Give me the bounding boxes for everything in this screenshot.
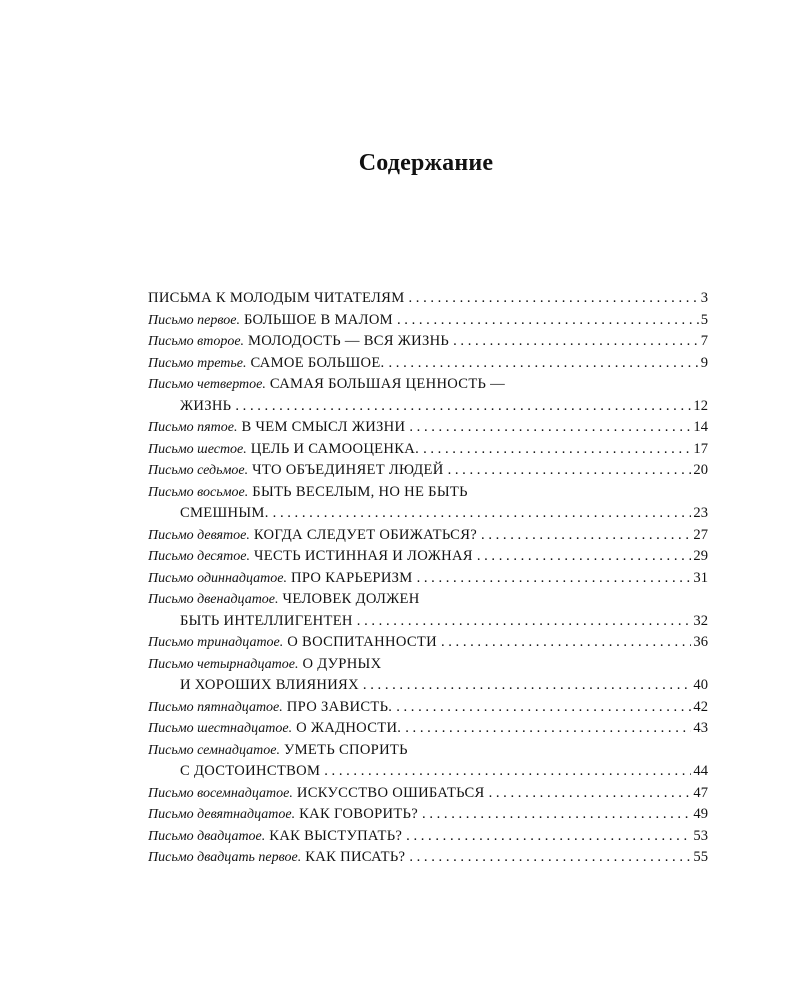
- toc-entry[interactable]: [148, 611, 708, 633]
- toc-entry-title: ЖИЗНЬ: [180, 397, 232, 414]
- toc-entry[interactable]: [148, 503, 708, 525]
- toc-entry-page-number: 55: [693, 849, 708, 865]
- toc-entry[interactable]: [148, 439, 708, 461]
- dot-leader: [401, 718, 691, 740]
- toc-entry-page-number: 53: [693, 827, 708, 844]
- toc-entry[interactable]: [148, 740, 708, 762]
- toc-entry-page-number: 7: [700, 333, 708, 349]
- toc-entry-letter-number: Письмо четырнадцатое.: [148, 656, 299, 672]
- toc-entry-page-number: 32: [693, 612, 708, 629]
- toc-entry-title: САМАЯ БОЛЬШАЯ ЦЕННОСТЬ —: [269, 376, 506, 392]
- toc-entry-letter-number: Письмо первое.: [148, 312, 240, 328]
- toc-entry-page-number: 20: [693, 462, 708, 478]
- toc-entry-page-number: 43: [693, 720, 708, 736]
- toc-entry-letter-number: Письмо восемнадцатое.: [148, 785, 293, 801]
- dot-leader: [444, 460, 692, 482]
- toc-entry[interactable]: [148, 804, 708, 826]
- toc-entry-title: БЫТЬ ВЕСЕЛЫМ, НО НЕ БЫТЬ: [252, 483, 468, 500]
- toc-entry-letter-number: Письмо десятое.: [148, 549, 250, 564]
- toc-entry-page-number: 44: [693, 763, 708, 779]
- toc-entry-letter-number: Письмо второе.: [148, 334, 245, 349]
- toc-entry[interactable]: [148, 288, 708, 310]
- toc-entry-letter-number: Письмо седьмое.: [148, 463, 249, 478]
- toc-entry-page-number: 5: [700, 311, 708, 328]
- dot-leader: [405, 847, 691, 869]
- dot-leader: [405, 417, 691, 439]
- toc-entry-title: САМОЕ БОЛЬШОЕ.: [250, 354, 385, 371]
- dot-leader: [418, 804, 691, 826]
- toc-entry-page-number: 17: [693, 440, 708, 457]
- toc-entry-letter-number: Письмо девятое.: [148, 527, 250, 543]
- toc-entry-page-number: 40: [693, 677, 708, 693]
- toc-entry-page-number: 47: [693, 784, 708, 801]
- dot-leader: [477, 525, 691, 547]
- page-title: Содержание: [358, 150, 494, 176]
- toc-entry[interactable]: [148, 310, 708, 332]
- toc-entry[interactable]: [148, 460, 708, 482]
- toc-entry[interactable]: [148, 568, 708, 590]
- toc-entry-title: ПИСЬМА К МОЛОДЫМ ЧИТАТЕЛЯМ: [148, 290, 405, 306]
- toc-entry-page-number: 27: [693, 526, 708, 543]
- dot-leader: [353, 611, 692, 633]
- toc-entry-letter-number: Письмо двенадцатое.: [148, 592, 279, 607]
- toc-entry-title: О ЖАДНОСТИ.: [296, 720, 402, 736]
- dot-leader: [269, 503, 692, 525]
- toc-entry-title: ИСКУССТВО ОШИБАТЬСЯ: [296, 784, 485, 801]
- toc-entry-letter-number: Письмо двадцать первое.: [148, 850, 302, 865]
- toc-entry[interactable]: [148, 374, 708, 396]
- dot-leader: [437, 632, 691, 654]
- toc-entry-title: КАК ПИСАТЬ?: [305, 849, 406, 865]
- toc-entry-letter-number: Письмо пятое.: [148, 420, 238, 435]
- toc-entry[interactable]: [148, 331, 708, 353]
- toc-entry-letter-number: Письмо одиннадцатое.: [148, 570, 287, 586]
- toc-entry-page-number: 29: [693, 548, 708, 564]
- toc-entry-page-number: 3: [700, 290, 708, 306]
- toc-entry[interactable]: [148, 482, 708, 504]
- toc-entry-letter-number: Письмо третье.: [148, 355, 247, 371]
- toc-entry-title: С ДОСТОИНСТВОМ: [180, 763, 321, 779]
- toc-entry-letter-number: Письмо двадцатое.: [148, 828, 266, 844]
- toc-entry-title: ПРО КАРЬЕРИЗМ: [291, 569, 413, 586]
- toc-entry[interactable]: [148, 632, 708, 654]
- toc-entry-title: В ЧЕМ СМЫСЛ ЖИЗНИ: [241, 419, 406, 435]
- toc-entry[interactable]: [148, 353, 708, 375]
- dot-leader: [402, 826, 691, 848]
- toc-entry[interactable]: [148, 654, 708, 676]
- toc-entry-title: ЧЕЛОВЕК ДОЛЖЕН: [282, 591, 420, 607]
- dot-leader: [392, 697, 691, 719]
- dot-leader: [385, 353, 699, 375]
- toc-entry[interactable]: [148, 417, 708, 439]
- toc-entry-page-number: 12: [693, 397, 708, 414]
- toc-entry-title: ЧТО ОБЪЕДИНЯЕТ ЛЮДЕЙ: [252, 462, 444, 478]
- toc-entry-letter-number: Письмо тринадцатое.: [148, 635, 284, 650]
- toc-entry-title: БОЛЬШОЕ В МАЛОМ: [243, 311, 393, 328]
- dot-leader: [359, 675, 691, 697]
- toc-entry[interactable]: [148, 396, 708, 418]
- dot-leader: [449, 331, 699, 353]
- toc-entry-letter-number: Письмо шестнадцатое.: [148, 721, 293, 736]
- toc-entry-letter-number: Письмо четвертое.: [148, 377, 266, 392]
- toc-entry[interactable]: [148, 847, 708, 869]
- toc-entry-title: ЦЕЛЬ И САМООЦЕНКА.: [250, 440, 420, 457]
- toc-entry-page-number: 31: [693, 569, 708, 586]
- toc-entry-page-number: 49: [693, 806, 708, 822]
- dot-leader: [419, 439, 691, 461]
- toc-entry[interactable]: [148, 546, 708, 568]
- toc-entry-page-number: 36: [693, 634, 708, 650]
- toc-entry-title: МОЛОДОСТЬ — ВСЯ ЖИЗНЬ: [248, 333, 450, 349]
- dot-leader: [404, 288, 698, 310]
- toc-entry[interactable]: [148, 783, 708, 805]
- toc-entry[interactable]: [148, 589, 708, 611]
- table-of-contents: [148, 288, 708, 869]
- toc-entry[interactable]: [148, 761, 708, 783]
- toc-entry-title: И ХОРОШИХ ВЛИЯНИЯХ: [180, 677, 359, 693]
- toc-entry-title: УМЕТЬ СПОРИТЬ: [283, 741, 408, 758]
- toc-entry[interactable]: [148, 697, 708, 719]
- toc-entry-page-number: 9: [700, 354, 708, 371]
- toc-entry[interactable]: [148, 718, 708, 740]
- toc-entry[interactable]: [148, 525, 708, 547]
- toc-entry-page-number: 14: [693, 419, 708, 435]
- toc-entry-title: БЫТЬ ИНТЕЛЛИГЕНТЕН: [180, 612, 353, 629]
- toc-entry-letter-number: Письмо семнадцатое.: [148, 742, 280, 758]
- dot-leader: [485, 783, 692, 805]
- dot-leader: [473, 546, 692, 568]
- toc-entry-title: КОГДА СЛЕДУЕТ ОБИЖАТЬСЯ?: [253, 526, 478, 543]
- dot-leader: [231, 396, 691, 418]
- toc-entry[interactable]: [148, 826, 708, 848]
- dot-leader: [393, 310, 699, 332]
- toc-entry-title: КАК ГОВОРИТЬ?: [299, 806, 419, 822]
- toc-entry-title: СМЕШНЫМ.: [180, 505, 269, 521]
- dot-leader: [413, 568, 692, 590]
- toc-entry-letter-number: Письмо восьмое.: [148, 484, 249, 500]
- toc-entry-page-number: 42: [693, 698, 708, 715]
- toc-entry-letter-number: Письмо пятнадцатое.: [148, 699, 283, 715]
- toc-entry-title: О ДУРНЫХ: [302, 655, 382, 672]
- dot-leader: [320, 761, 691, 783]
- toc-entry-title: О ВОСПИТАННОСТИ: [287, 634, 437, 650]
- toc-entry-title: ПРО ЗАВИСТЬ.: [286, 698, 393, 715]
- toc-entry[interactable]: [148, 675, 708, 697]
- toc-entry-letter-number: Письмо девятнадцатое.: [148, 807, 296, 822]
- toc-entry-title: ЧЕСТЬ ИСТИННАЯ И ЛОЖНАЯ: [253, 548, 473, 564]
- toc-entry-title: КАК ВЫСТУПАТЬ?: [269, 827, 403, 844]
- toc-entry-letter-number: Письмо шестое.: [148, 441, 247, 457]
- toc-entry-page-number: 23: [693, 505, 708, 521]
